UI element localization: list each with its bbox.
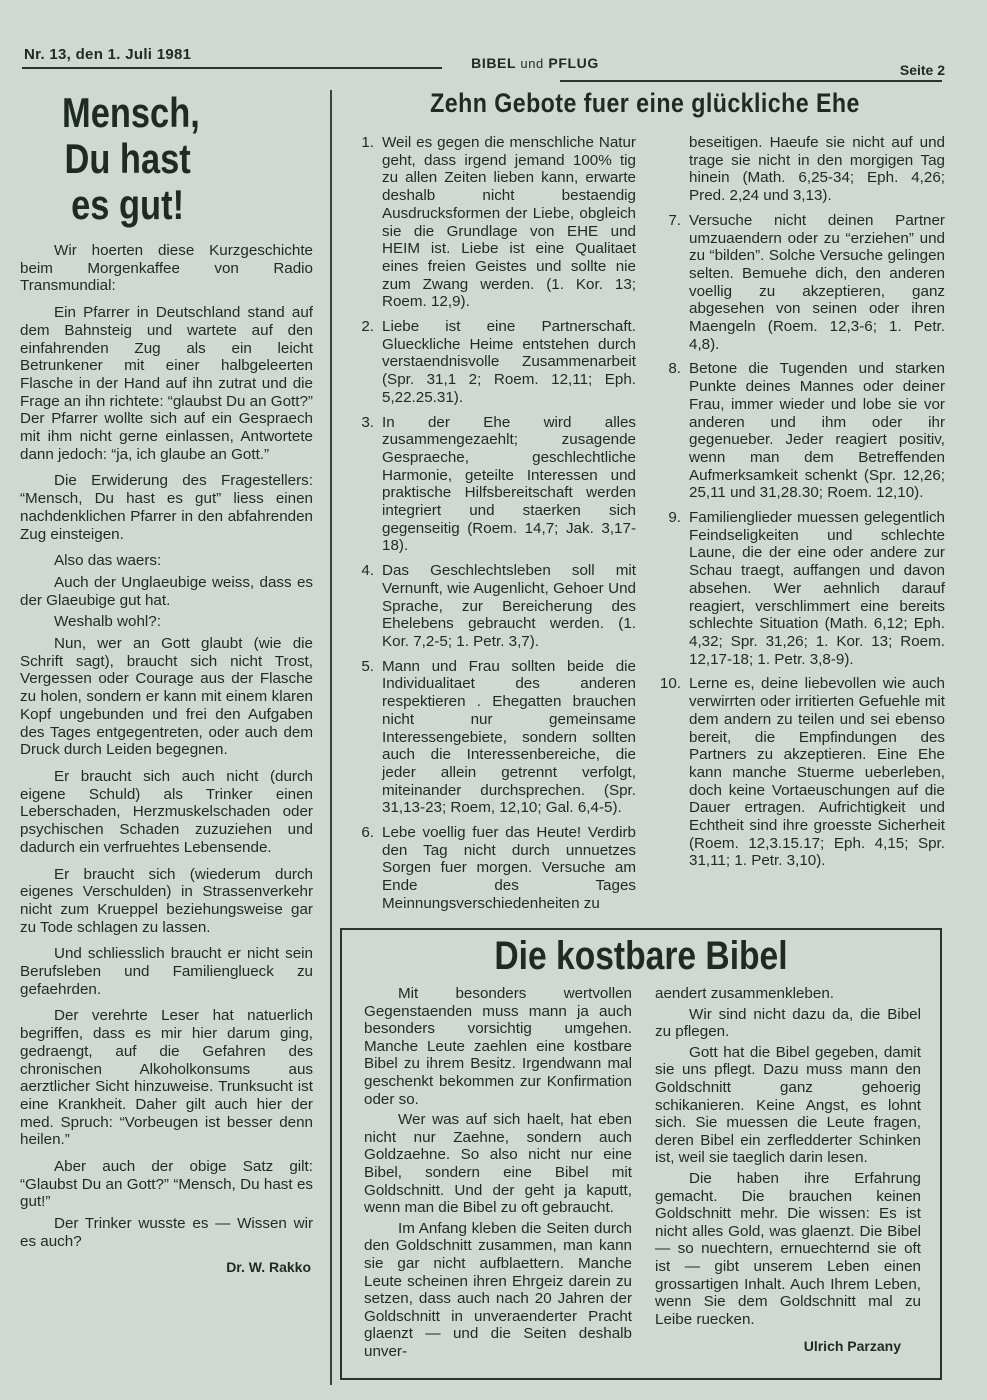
paragraph: Wer was auf sich haelt, hat eben nicht nur Zaehne, sondern auch Goldzaehne. So also nicht nur eine Bibel, sondern eine Bibel mit Goldschnitt. Und der geht ja kaputt, wenn man die Bibel zu oft gebraucht. [364, 1111, 632, 1217]
paragraph: Auch der Unglaeubige weiss, dass es der Glaeubige gut hat. [20, 573, 313, 609]
column-divider [330, 90, 332, 1385]
gebote-column-1 [350, 134, 636, 920]
item-number: 5. [361, 657, 374, 675]
pub-name-und: und [520, 56, 544, 71]
list-item [657, 360, 945, 502]
paragraph: Gott hat die Bibel gegeben, damit sie uns pflegt. Dazu muss mann den Goldschnitt ganz gehoerig schikanieren. Keine Angst, es lohnt sich. Sie muessen die Leute fragen, deren Bibel ein zerfledderter Schinken ist, weil sie taeglich darin lesen. [655, 1043, 921, 1167]
bibel-column-1 [364, 985, 632, 1363]
item-text: Familienglieder muessen gelegentlich Feindseligkeiten und schlechte Laune, die der eine oder andere zur Schau traegt, auffangen und davon absehen. Wer aehnlich darauf reagiert, verschlimmert eine bereits schlechte Situation (Math. 6,12; Eph. 4,32; Spr. 31,26; 1. Kor. 13; Roem. 12,17-18; 1. Petr. 3,8-9). [689, 509, 945, 668]
article-title-bibel: Die kostbare Bibel [494, 934, 788, 978]
item-number: 6. [361, 824, 374, 842]
item-continuation: beseitigen. Haeufe sie nicht auf und trage sie nicht in den morgigen Tag hinein (Math. 6,25-34; Eph. 4,26; Pred. 2,24 und 3,13). [689, 134, 945, 205]
paragraph: Ein Pfarrer in Deutschland stand auf dem Bahnsteig und wartete auf den einfahrenden Zug als ein leicht Betrunkener mit einer halbgeleerten Flasche in der Hand auf ihn zutrat und die Frage an ihn richtete: “glaubst Du an Gott?” Der Pfarrer wollte sich auf ein Gespraech mit ihm nicht gerne einlassen, Antwortete dann jedoch: “ja, ich glaube an Gott.” [20, 304, 313, 463]
header-rule-left [22, 67, 442, 69]
list-item [657, 509, 945, 668]
item-number: 2. [361, 318, 374, 336]
article-title-mensch: Mensch, Du hast es gut! [62, 89, 200, 228]
item-text: Betone die Tugenden und starken Punkte deines Mannes oder deiner Frau, immer wieder und lobe sie vor anderen und ihm oder ihr gegenueber. Jeder reagiert positiv, wenn man dem Betreffenden Aufmerksamkeit schenkt (Spr. 12,26; 25,11 und 31,28.30; Roem. 12,10). [689, 360, 945, 502]
paragraph: aendert zusammenkleben. [655, 985, 834, 1002]
item-number: 3. [361, 413, 374, 431]
item-text: Weil es gegen die menschliche Natur geht, dass irgend jemand 100% tig zu allen Zeiten lieben kann, erwarte deshalb nicht bestaendig Ausdrucksformen der Liebe, obgleich sie die Grundlage von EHE und HEIM ist. Liebe ist eine Qualitaet eines freien Geistes und sollte nie zum Zwang werden. (1. Kor. 13; Roem. 12,9). [382, 134, 636, 311]
list-item [657, 212, 945, 354]
list-item [657, 675, 945, 870]
item-text: Versuche nicht deinen Partner umzuaendern oder zu “erziehen” und zu “bilden”. Solche Versuche gelingen selten. Bemuehe dich, den anderen voellig zu akzeptieren, ganz abgesehen von seinen oder ihren Maengeln (Roem. 12,3-6; 1. Petr. 4,8). [689, 211, 945, 353]
list-item [350, 318, 636, 407]
item-text: Das Geschlechtsleben soll mit Vernunft, wie Augenlicht, Gehoer Und Sprache, zur Bereicherung des Ehelebens gebraucht werden. (1. Kor. 7,2-5; 1. Petr. 3,7). [382, 562, 636, 650]
list-item [350, 658, 636, 817]
issue-date: Nr. 13, den 1. Juli 1981 [24, 46, 192, 63]
paragraph: Im Anfang kleben die Seiten durch den Goldschnitt zusammen, man kann sie gar nicht aufblaettern. Manche Leute scheinen ihren Ehrgeiz darein zu setzen, dass auch nach 20 Jahren der Goldschnitt in unveraenderter Pracht glaenzt — und die Seiten deshalb unver- [364, 1219, 632, 1360]
author-signature: Ulrich Parzany [803, 1338, 901, 1355]
paragraph: Weshalb wohl?: [54, 613, 161, 631]
item-text: Liebe ist eine Partnerschaft. Glueckliche Heime entstehen durch verstaendnisvolle Zusammenarbeit (Spr. 31,1 2; Roem. 12,11; Eph. 5,22.25.31). [382, 318, 636, 406]
paragraph: Nun, wer an Gott glaubt (wie die Schrift sagt), braucht sich nicht Trost, Vergessen oder Courage aus der Flasche zu holen, sondern er kann mit einem klaren Kopf ungebunden und frei den Aufgaben des Tages entgegentreten, oder auch dem Druck durch Leiden begegnen. [20, 635, 313, 759]
paragraph: Wir hoerten diese Kurzgeschichte beim Morgenkaffee von Radio Transmundial: [20, 242, 313, 295]
paragraph: Der verehrte Leser hat natuerlich begriffen, dass es mir hier darum ging, gedraengt, auf die Gefahren des chronischen Alkoholkonsums aus aerztlicher Sicht hinzuweise. Trunksucht ist eine Krankheit. Daher gilt auch hier der med. Spruch: “Vorbeugen ist besser denn heilen.” [20, 1007, 313, 1149]
page-number: Seite 2 [899, 62, 945, 78]
item-text: Lebe voellig fuer das Heute! Verdirb den Tag nicht durch unnuetzes Sorgen fuer morgen. Versuche am Ende des Tages Meinnungsverschiedenheiten zu [382, 824, 636, 912]
pub-name-b: PFLUG [548, 55, 599, 71]
item-number: 7. [668, 211, 681, 229]
author-signature: Dr. W. Rakko [226, 1258, 311, 1275]
item-text: Lerne es, deine liebevollen wie auch verwirrten oder irritierten Gefuehle mit dem andern zu teilen und sei ebenso bereit, die Empfindungen des Partners zu akzeptieren. Eine Ehe kann manche Stuerme ueberleben, doch keine Vortaeuschungen auf die Dauer ertragen. Aufrichtigkeit und Echtheit sind ihre groesste Sicherheit (Roem. 12,3.15.17; Eph. 4,15; Spr. 31,11; 1. Petr. 3,10). [689, 675, 945, 870]
item-number: 8. [668, 360, 681, 378]
paragraph: Die Erwiderung des Fragestellers: “Mensch, Du hast es gut” liess einen nachdenklichen Pfarrer in den abfahrenden Zug einsteigen. [20, 472, 313, 543]
list-item [350, 824, 636, 913]
item-text: Mann und Frau sollten beide die Individualitaet des anderen respektieren . Ehegatten brauchen nicht nur gemeinsame Interessengebiete, sondern sollten auch die Interessenbereiche, die jeder allein getrennt verfolgt, miteinander durchsprechen. (Spr. 31,13-23; Roem, 12,10; Gal. 6,4-5). [382, 657, 636, 817]
list-item [350, 414, 636, 556]
paragraph: Also das waers: [54, 552, 162, 570]
gebote-column-2 [657, 134, 945, 877]
article-title-gebote: Zehn Gebote fuer eine glückliche Ehe [430, 88, 860, 118]
publication-name [440, 55, 630, 71]
pub-name-a: BIBEL [471, 55, 516, 71]
paragraph: Aber auch der obige Satz gilt: “Glaubst Du an Gott?” “Mensch, Du hast es gut!” [20, 1158, 313, 1211]
paragraph: Er braucht sich (wiederum durch eigenes Verschulden) in Strassenverkehr nicht zum Krueppel beziehungsweise gar zu Tode schlagen zu lassen. [20, 865, 313, 936]
item-text: In der Ehe wird alles zusammengezaehlt; zusagende Gespraeche, geschlechtliche Harmonie, geteilte Interessen und praktische Hilfsbereitschaft werden integriert und staerken sich gegenseitig (Roem. 14,7; Jak. 3,17-18). [382, 413, 636, 555]
article-body-mensch [20, 242, 313, 1276]
item-number: 9. [668, 509, 681, 527]
paragraph: Der Trinker wusste es — Wissen wir es auch? [20, 1215, 313, 1250]
paragraph: Die haben ihre Erfahrung gemacht. Die brauchen keinen Goldschnitt mehr. Die wissen: Es ist nicht alles Gold, was glaenzt. Die Bibel — so nuechtern, ernuechternd sie oft ist — gibt unserem Leben einen grossartigen Inhalt. Auch Ihrem Leben, wenn Sie dem Goldschnitt mal zu Leibe ruecken. [655, 1169, 921, 1328]
bibel-column-2 [655, 985, 921, 1356]
list-item [350, 134, 636, 311]
item-number: 1. [361, 134, 374, 151]
item-number: 4. [361, 562, 374, 580]
item-number: 10. [659, 675, 681, 693]
paragraph: Und schliesslich braucht er nicht sein Berufsleben und Familienglueck zu gefaehrden. [20, 945, 313, 998]
paragraph: Mit besonders wertvollen Gegenstaenden muss mann ja auch besonders vorsichtig umgehen. Manche Leute zaehlen eine kostbare Bibel zu ihrem Besitz. Irgendwann mal geschenkt bekommen zur Konfirmation oder so. [364, 985, 632, 1108]
paragraph: Er braucht sich auch nicht (durch eigene Schuld) als Trinker einen Leberschaden, Herzmuskelschaden oder psychischen Schaden zuzuziehen und dadurch ein verfruehtes Lebensende. [20, 767, 313, 856]
list-item [350, 562, 636, 651]
header-rule-right [560, 80, 942, 82]
paragraph: Wir sind nicht dazu da, die Bibel zu pflegen. [655, 1005, 921, 1041]
